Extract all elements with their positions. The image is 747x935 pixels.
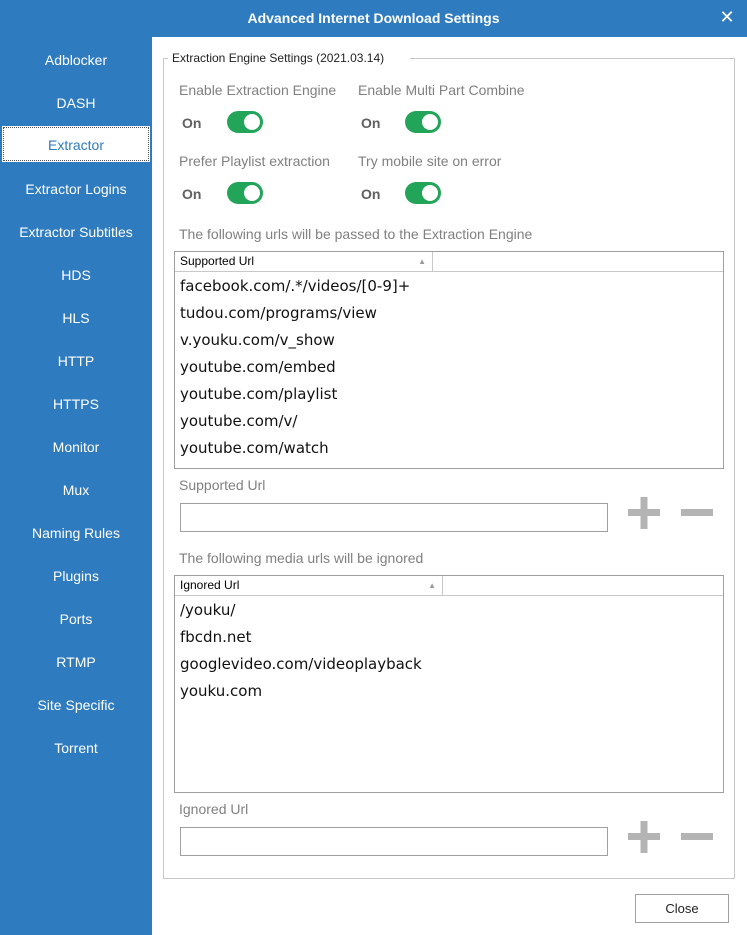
sidebar-item-naming-rules[interactable]: Naming Rules (32, 525, 120, 541)
sidebar-item-hds[interactable]: HDS (61, 267, 91, 283)
sidebar-item-extractor-logins[interactable]: Extractor Logins (25, 181, 127, 197)
list-item[interactable]: youtube.com/v/ (180, 412, 298, 430)
supported-url-column-header[interactable]: Supported Url ▲ (175, 252, 433, 271)
minus-icon[interactable] (680, 496, 714, 530)
ignored-url-list[interactable] (174, 575, 724, 793)
sidebar-item-adblocker[interactable]: Adblocker (44, 52, 108, 68)
sidebar-item-ports[interactable]: Ports (59, 611, 93, 627)
enable-multi-part-combine-state: On (361, 115, 381, 131)
title-bar (0, 0, 747, 37)
sidebar-item-dash[interactable]: DASH (56, 95, 96, 111)
group-legend: Extraction Engine Settings (2021.03.14) (172, 51, 385, 65)
group-border (410, 58, 735, 59)
list-item[interactable]: v.youku.com/v_show (180, 331, 335, 349)
prefer-playlist-extraction-state: On (182, 186, 202, 202)
ignored-url-column-header[interactable]: Ignored Url ▲ (175, 576, 443, 595)
supported-url-list[interactable] (174, 251, 724, 469)
ignored-url-input-label: Ignored Url (179, 801, 249, 817)
list-item[interactable]: fbcdn.net (180, 628, 252, 646)
supported-url-input[interactable] (180, 503, 608, 532)
list-item[interactable]: youtube.com/watch (180, 439, 329, 457)
sort-up-icon: ▲ (418, 257, 426, 266)
supported-urls-section-label: The following urls will be passed to the Extraction Engine (179, 226, 533, 242)
sidebar-item-extractor-subtitles[interactable]: Extractor Subtitles (19, 224, 133, 240)
close-button[interactable]: Close (635, 894, 729, 923)
sidebar-item-hls[interactable]: HLS (62, 310, 90, 326)
list-item[interactable]: facebook.com/.*/videos/[0-9]+ (180, 277, 411, 295)
enable-extraction-engine-toggle[interactable] (227, 111, 263, 133)
sort-up-icon: ▲ (428, 581, 436, 590)
sidebar-item-torrent[interactable]: Torrent (54, 740, 98, 756)
list-header (175, 252, 723, 272)
sidebar-item-https[interactable]: HTTPS (53, 396, 99, 412)
list-item[interactable]: /youku/ (180, 601, 236, 619)
list-item[interactable]: youku.com (180, 682, 263, 700)
plus-icon[interactable] (627, 496, 661, 530)
enable-multi-part-combine-label: Enable Multi Part Combine (358, 82, 525, 98)
try-mobile-site-label: Try mobile site on error (358, 153, 502, 169)
ignored-url-rows (175, 597, 723, 705)
enable-extraction-engine-label: Enable Extraction Engine (179, 82, 337, 98)
list-header (175, 576, 723, 596)
sidebar-item-http[interactable]: HTTP (57, 353, 95, 369)
minus-icon[interactable] (680, 820, 714, 854)
ignored-urls-section-label: The following media urls will be ignored (179, 550, 424, 566)
list-item[interactable]: googlevideo.com/videoplayback (180, 655, 422, 673)
list-item[interactable]: youtube.com/embed (180, 358, 336, 376)
group-border (163, 58, 168, 59)
supported-url-rows (175, 273, 723, 462)
try-mobile-site-state: On (361, 186, 381, 202)
ignored-url-input[interactable] (180, 827, 608, 856)
sidebar-item-extractor[interactable]: Extractor (1, 125, 151, 163)
prefer-playlist-extraction-label: Prefer Playlist extraction (179, 153, 330, 169)
list-item[interactable]: youtube.com/playlist (180, 385, 338, 403)
sidebar-item-mux[interactable]: Mux (62, 482, 90, 498)
enable-extraction-engine-state: On (182, 115, 202, 131)
try-mobile-site-toggle[interactable] (405, 182, 441, 204)
close-icon[interactable]: ✕ (719, 7, 735, 27)
supported-url-input-label: Supported Url (179, 477, 266, 493)
list-item[interactable]: tudou.com/programs/view (180, 304, 377, 322)
sidebar-item-monitor[interactable]: Monitor (52, 439, 100, 455)
enable-multi-part-combine-toggle[interactable] (405, 111, 441, 133)
sidebar (0, 37, 152, 935)
sidebar-item-site-specific[interactable]: Site Specific (37, 697, 115, 713)
sidebar-item-rtmp[interactable]: RTMP (56, 654, 96, 670)
prefer-playlist-extraction-toggle[interactable] (227, 182, 263, 204)
sidebar-item-plugins[interactable]: Plugins (53, 568, 99, 584)
plus-icon[interactable] (627, 820, 661, 854)
window-title: Advanced Internet Download Settings (247, 10, 500, 26)
